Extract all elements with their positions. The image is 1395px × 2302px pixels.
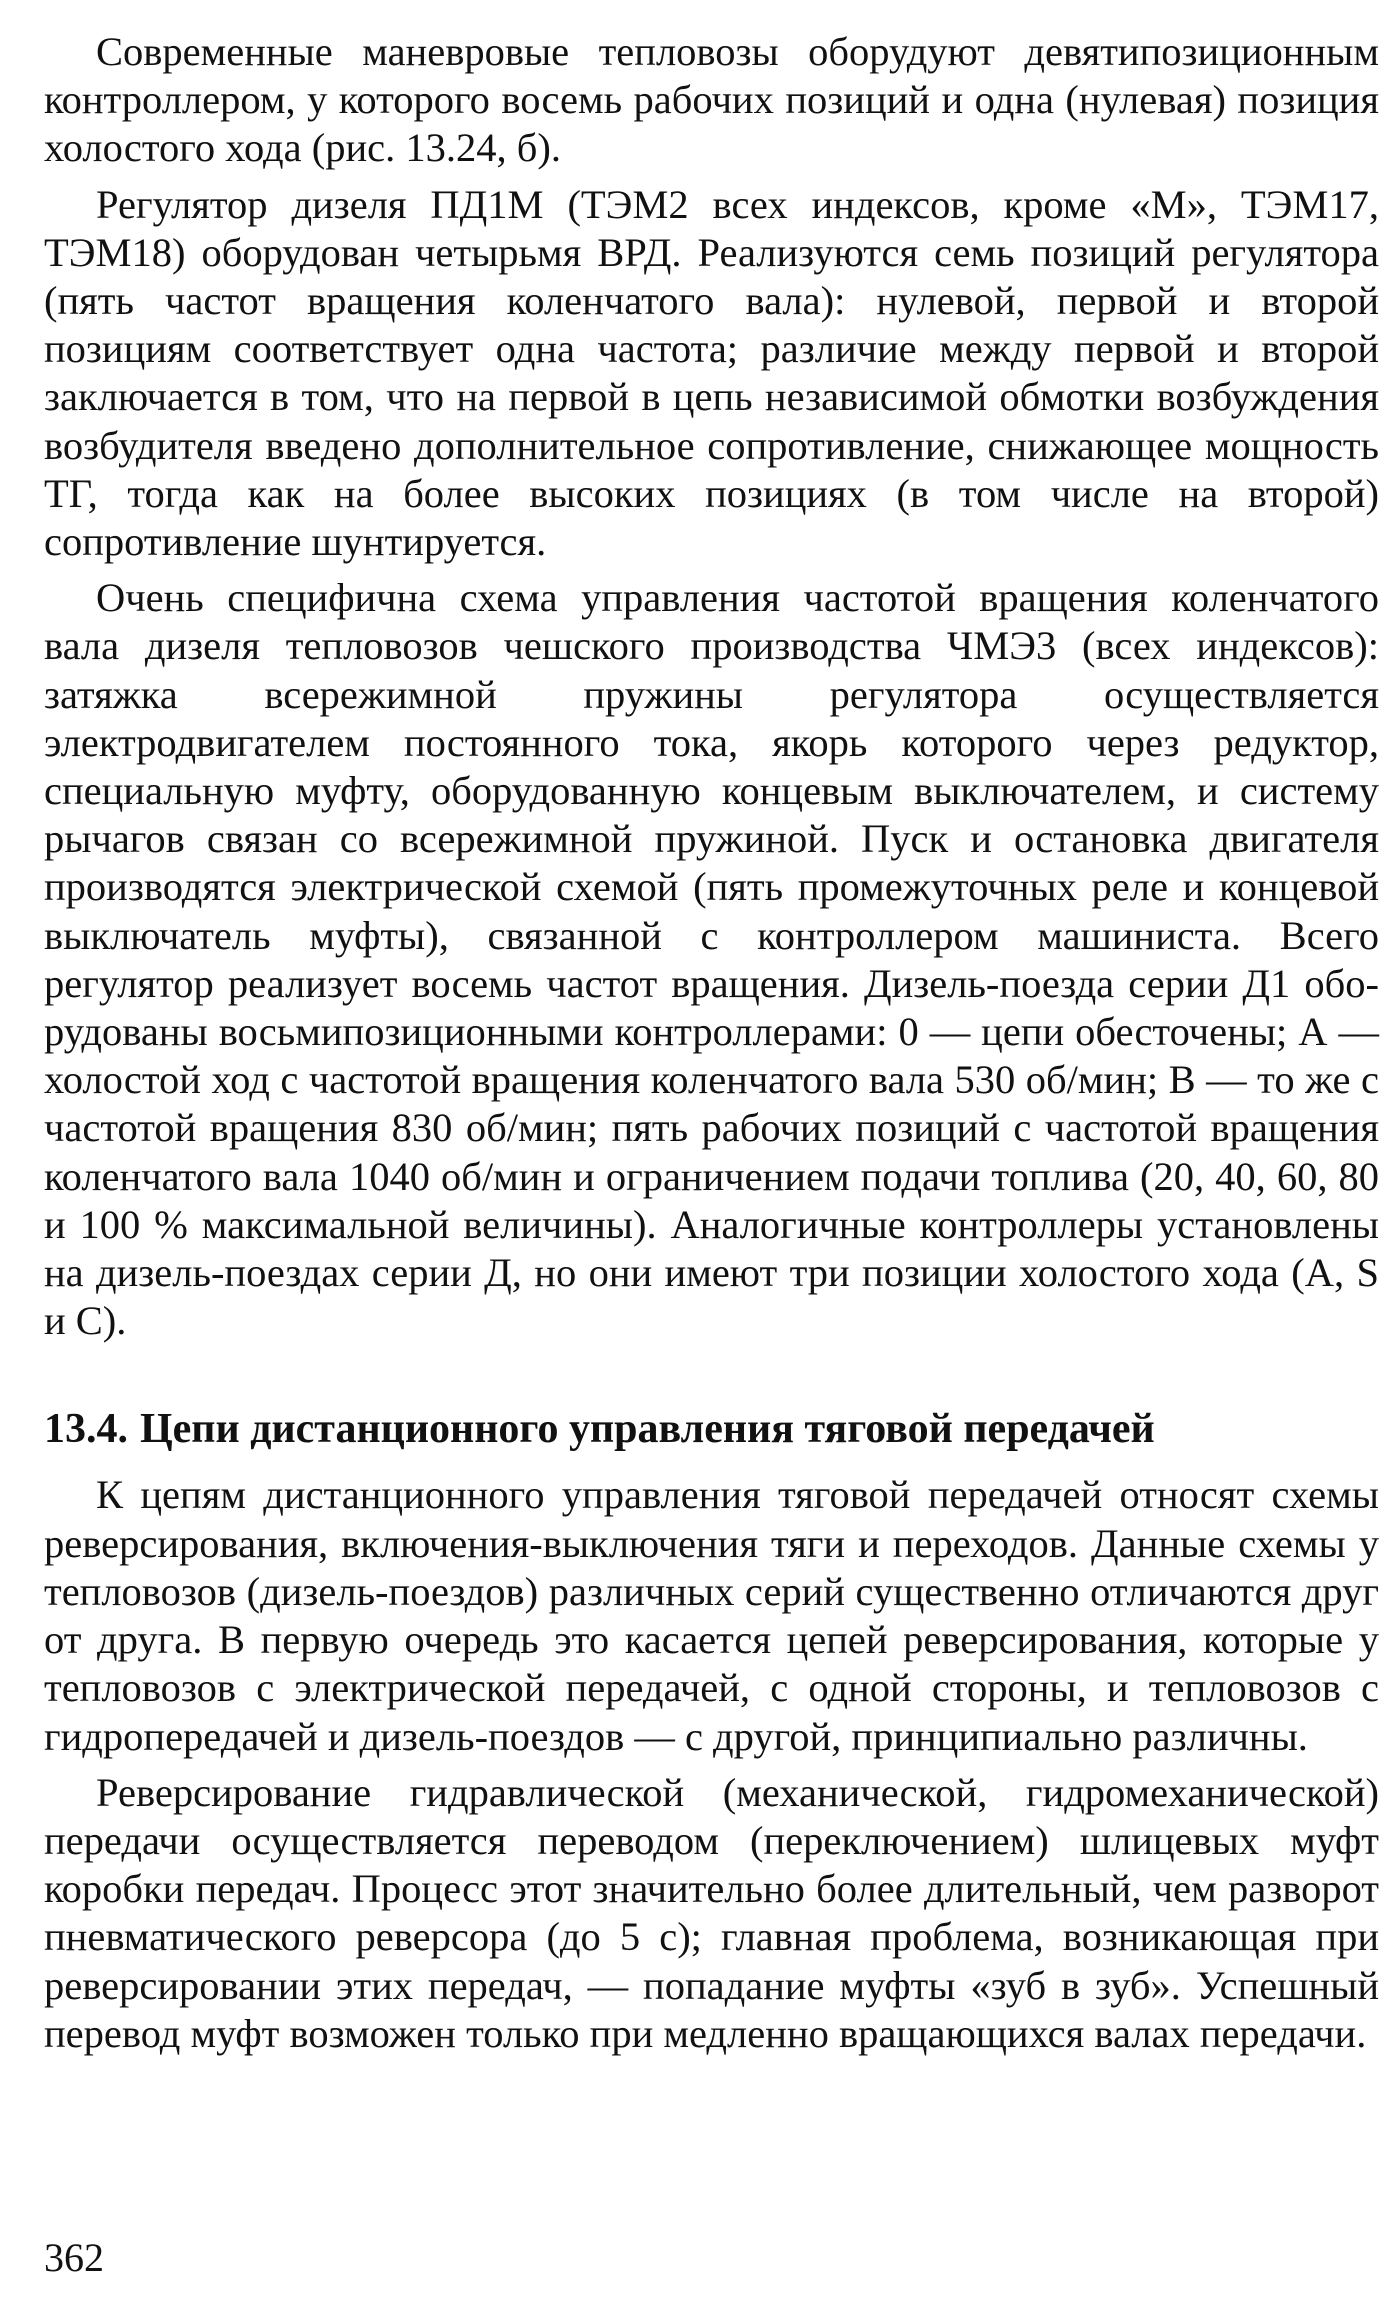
paragraph-reversing: Реверсирование гидравлической (механической, гидромеханической) передачи осуществляется переводом (переключением) шлицевых муфт коробки передач. Процесс этот значительно более длительный, чем разворот пневматического реверсора (до 5 с); главная проблема, возникающая при реверсировании этих передач, — попадание муфты «зуб в зуб». Успешный перевод муфт возможен только при медленно вращающихся валах передачи.: [44, 1769, 1379, 2056]
paragraph-remote-control-circuits: К цепям дистанционного управления тяговой передачей относят схемы реверсирования, включения-выключения тяги и переходов. Данные схемы у тепловозов (дизель-поездов) различных серий существенно отличаются друг от друга. В первую очередь это касается цепей реверсирования, которые у тепловозов с электрической передачей, с одной стороны, и тепловозов с гидропередачей и дизель-поездов — с другой, принципиально различны.: [44, 1472, 1379, 1759]
section-heading: [44, 1403, 1379, 1455]
page-number: 362: [44, 2235, 104, 2280]
paragraph-regulator-pd1m: Регулятор дизеля ПД1М (ТЭМ2 всех индексов, кроме «М», ТЭМ17, ТЭМ18) оборудован четырьмя ВРД. Реализуются семь позиций регулятора (пять частот вращения коленчатого вала): нулевой, первой и второй позициям соответствует одна частота; различие между первой и второй заключается в том, что на первой в цепь независимой обмотки возбуждения возбудителя введено дополнительное сопротивление, снижающее мощность ТГ, тогда как на более высоких позициях (в том числе на второй) сопротивление шунтируется.: [44, 181, 1379, 565]
paragraph-chme3-control: Очень специфична схема управления частотой вращения коленчатого вала дизеля тепловозов чешского производства ЧМЭ3 (всех индексов): затяжка всережимной пружины регулятора осуществляется электродвигателем постоянного тока, якорь которого через редуктор, специальную муфту, оборудованную концевым выключателем, и систему рычагов связан со всережимной пружиной. Пуск и остановка двигателя производятся электрической схемой (пять промежуточных реле и концевой выключатель муфты), связанной с контроллером машиниста. Всего регулятор реализует восемь частот вращения. Дизель-поезда серии Д1 оборудованы восьмипозиционными контроллерами: 0 — цепи обесточены; А — холостой ход с частотой вращения коленчатого вала 530 об/мин; В — то же с частотой вращения 830 об/мин; пять рабочих позиций с частотой вращения коленчатого вала 1040 об/мин и ограничением подачи топлива (20, 40, 60, 80 и 100 % максимальной величины). Аналогичные контроллеры установлены на дизель-поездах серии Д, но они имеют три позиции холостого хода (А, S и С).: [44, 575, 1379, 1344]
paragraph-controller-positions: Современные маневровые тепловозы оборудуют девятипозиционным контроллером, у которого восемь рабочих позиций и одна (нулевая) позиция холостого хода (рис. 13.24, б).: [44, 29, 1379, 171]
section-number: 13.4.: [44, 1406, 128, 1453]
book-page: [44, 28, 1379, 2288]
section-title: Цепи дистанционного управления тяговой передачей: [140, 1406, 1155, 1453]
